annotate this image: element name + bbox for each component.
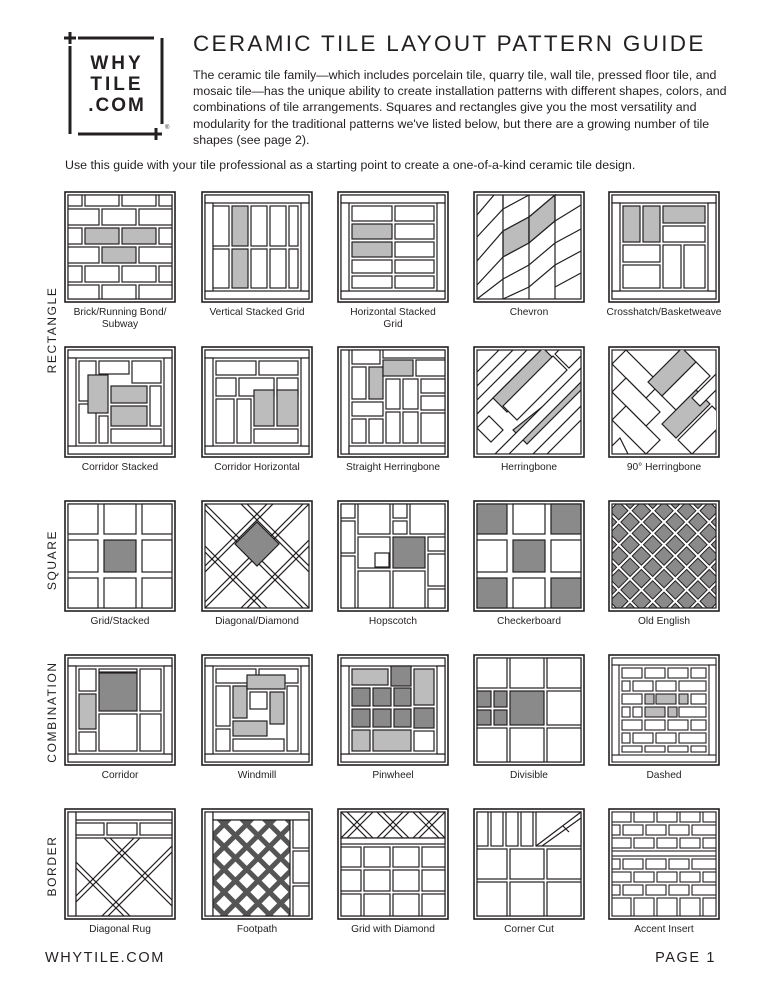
- svg-text:WHY: [90, 53, 143, 74]
- pattern-label: Divisible: [510, 770, 548, 781]
- svg-text:TILE: [90, 74, 143, 95]
- pattern-label-line-2: Grid: [383, 319, 403, 330]
- pattern-label: Corridor: [101, 770, 139, 781]
- page-title: CERAMIC TILE LAYOUT PATTERN GUIDE: [193, 31, 706, 56]
- pattern-corridor-horizontal: [201, 346, 313, 473]
- pattern-corridor-stacked: [64, 346, 176, 473]
- pattern-accent-insert: [608, 808, 720, 935]
- pattern-label: Straight Herringbone: [345, 462, 440, 473]
- pattern-label: 90° Herringbone: [626, 462, 702, 473]
- pattern-label: Footpath: [236, 924, 278, 935]
- pattern-90-herringbone: [608, 346, 720, 473]
- pattern-vertical-stacked-grid: [201, 191, 313, 318]
- pattern-corridor: [64, 654, 176, 781]
- pattern-label: Hopscotch: [368, 616, 418, 627]
- footer-site-link[interactable]: WHYTILE.COM: [45, 950, 165, 966]
- pattern-label: Pinwheel: [372, 770, 414, 781]
- pattern-label: Old English: [637, 616, 691, 627]
- pattern-footpath: [201, 808, 313, 935]
- pattern-pinwheel: [337, 654, 449, 781]
- logo-line-2: TILE: [90, 74, 144, 95]
- pattern-label: Grid/Stacked: [90, 616, 150, 627]
- pattern-corner-cut: [473, 808, 585, 935]
- whytile-logo: [64, 32, 170, 140]
- pattern-label: Chevron: [509, 307, 549, 318]
- pattern-hopscotch: [337, 500, 449, 627]
- pattern-divisible: [473, 654, 585, 781]
- svg-text:.COM: [88, 95, 146, 116]
- pattern-label: Corridor Stacked: [81, 462, 159, 473]
- pattern-label: Corridor Horizontal: [214, 462, 300, 473]
- pattern-windmill: [201, 654, 313, 781]
- pattern-label: Herringbone: [500, 462, 558, 473]
- pattern-label: Corner Cut: [504, 924, 554, 935]
- pattern-label: Accent Insert: [634, 924, 694, 935]
- pattern-label: Grid with Diamond: [351, 924, 435, 935]
- pattern-label: Vertical Stacked Grid: [209, 307, 305, 318]
- logo-line-1: WHY: [90, 53, 144, 74]
- registered-mark: ®: [165, 125, 170, 131]
- usage-note: Use this guide with your tile professional as a starting point to create a one-of-a-kind ceramic tile design.: [65, 158, 636, 172]
- pattern-label: Windmill: [237, 770, 277, 781]
- pattern-herringbone: [473, 346, 585, 473]
- svg-text:®: [165, 124, 170, 131]
- pattern-label: Crosshatch/Basketweave: [606, 307, 722, 318]
- logo-line-3: .COM: [88, 95, 146, 116]
- pattern-checkerboard: [473, 500, 585, 627]
- pattern-label: Horizontal Stacked: [350, 307, 436, 318]
- pattern-label-line-2: Subway: [101, 319, 139, 330]
- pattern-straight-herringbone: [337, 346, 449, 473]
- pattern-label: Dashed: [646, 770, 682, 781]
- pattern-dashed: [608, 654, 720, 781]
- pattern-horizontal-stacked-grid: [337, 191, 449, 330]
- pattern-label: Checkerboard: [497, 616, 561, 627]
- pattern-brick-running-bond: [64, 191, 176, 330]
- pattern-grid-stacked: [64, 500, 176, 627]
- pattern-diagonal-diamond: [201, 500, 313, 627]
- pattern-grid-with-diamond: [337, 808, 449, 935]
- pattern-chevron: [473, 191, 585, 318]
- pattern-diagonal-rug: [64, 808, 176, 935]
- page-number: PAGE 1: [655, 950, 716, 966]
- pattern-label: Brick/Running Bond/: [73, 307, 167, 318]
- pattern-old-english: [608, 500, 720, 627]
- pattern-label: Diagonal Rug: [89, 924, 151, 935]
- intro-paragraph: The ceramic tile family—which includes porcelain tile, quarry tile, wall tile, pressed floor tile, and mosaic tile—has the unique ability to create installation patterns with different shapes, colors, and combinations of tile arrangements. Squares and rectangles give you the most versatility and modularity for the traditional patterns we've listed below, but there are a growing number of tile shapes (see page 2).: [193, 68, 727, 147]
- pattern-crosshatch-basketweave: [606, 191, 722, 318]
- pattern-label: Diagonal/Diamond: [215, 616, 299, 627]
